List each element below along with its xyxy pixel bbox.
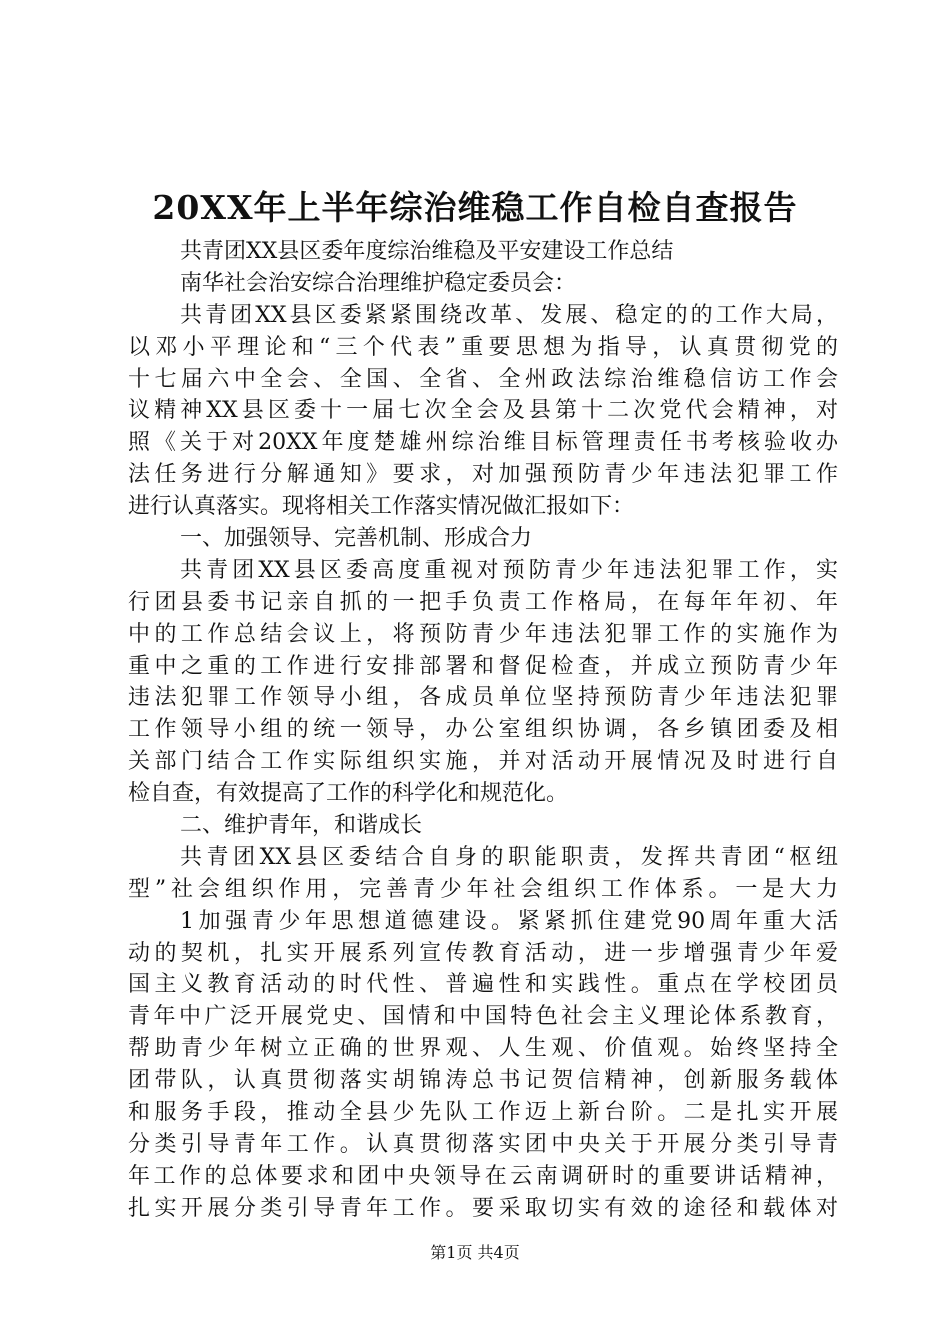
text-line: 共青团XX县区委年度综治维稳及平安建设工作总结: [180, 239, 674, 264]
text-line: 分类引导青年工作。认真贯彻落实团中央关于开展分类引导青: [128, 1131, 838, 1157]
text-line: 议精神XX县区委十一届七次全会及县第十二次党代会精神，对: [128, 398, 838, 424]
text-line: 以邓小平理论和“三个代表”重要思想为指导，认真贯彻党的: [128, 334, 838, 360]
text-line: 进行认真落实。现将相关工作落实情况做汇报如下：: [128, 494, 635, 520]
text-line: 共青团XX县区委紧紧围绕改革、发展、稳定的的工作大局，: [180, 302, 838, 328]
text-line: 重中之重的工作进行安排部署和督促检查，并成立预防青少年: [128, 653, 838, 679]
text-line: 扎实开展分类引导青年工作。要采取切实有效的途径和载体对: [128, 1195, 838, 1221]
text-line: 共青团XX县区委高度重视对预防青少年违法犯罪工作，实: [180, 557, 838, 583]
text-line: 关部门结合工作实际组织实施，并对活动开展情况及时进行自: [128, 749, 838, 775]
text-line: 1加强青少年思想道德建设。紧紧抓住建党90周年重大活: [180, 908, 838, 934]
text-line: 照《关于对20XX年度楚雄州综治维目标管理责任书考核验收办: [128, 430, 838, 456]
text-line: 一、加强领导、完善机制、形成合力: [180, 526, 533, 552]
page-footer: 第1页 共4页: [430, 1243, 520, 1262]
text-line: 违法犯罪工作领导小组，各成员单位坚持预防青少年违法犯罪: [128, 685, 838, 711]
text-line: 帮助青少年树立正确的世界观、人生观、价值观。始终坚持全: [128, 1036, 838, 1062]
text-line: 法任务进行分解通知》要求，对加强预防青少年违法犯罪工作: [128, 462, 838, 488]
text-line: 和服务手段，推动全县少先队工作迈上新台阶。二是扎实开展: [128, 1100, 838, 1126]
text-line: 团带队，认真贯彻落实胡锦涛总书记贺信精神，创新服务载体: [128, 1068, 838, 1094]
text-line: 检自查，有效提高了工作的科学化和规范化。: [128, 781, 569, 807]
text-line: 国主义教育活动的时代性、普遍性和实践性。重点在学校团员: [128, 972, 838, 998]
document-body: [128, 236, 838, 1225]
text-line: 动的契机，扎实开展系列宣传教育活动，进一步增强青少年爱: [128, 940, 838, 966]
text-line: 二、维护青年，和谐成长: [180, 813, 423, 839]
text-line: 型”社会组织作用，完善青少年社会组织工作体系。一是大力: [128, 876, 838, 902]
document-title: 20XX年上半年综治维稳工作自检自查报告: [152, 188, 798, 227]
text-line: 共青团XX县区委结合自身的职能职责，发挥共青团“枢纽: [180, 844, 838, 870]
text-line: 南华社会治安综合治理维护稳定委员会：: [180, 270, 577, 296]
text-line: 年工作的总体要求和团中央领导在云南调研时的重要讲话精神，: [128, 1163, 838, 1189]
text-line: 工作领导小组的统一领导，办公室组织协调，各乡镇团委及相: [128, 717, 838, 743]
text-line: 中的工作总结会议上，将预防青少年违法犯罪工作的实施作为: [128, 621, 838, 647]
text-line: 行团县委书记亲自抓的一把手负责工作格局，在每年年初、年: [128, 589, 838, 615]
text-line: 青年中广泛开展党史、国情和中国特色社会主义理论体系教育，: [128, 1004, 838, 1030]
text-line: 十七届六中全会、全国、全省、全州政法综治维稳信访工作会: [128, 366, 838, 392]
